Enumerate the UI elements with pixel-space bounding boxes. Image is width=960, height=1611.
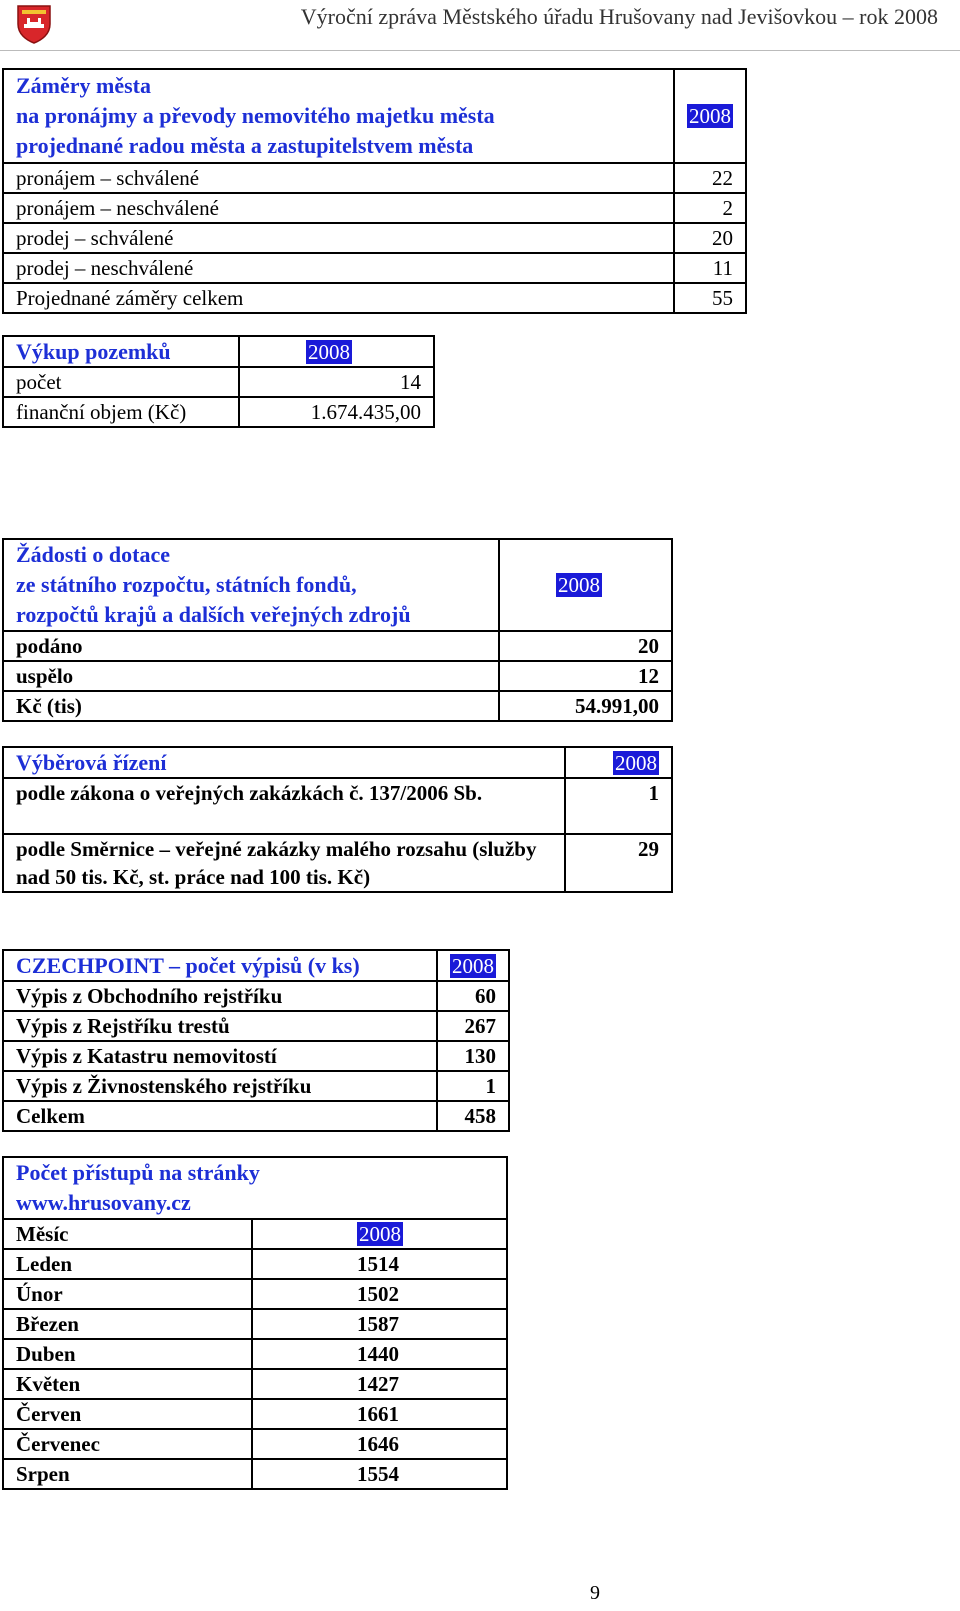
row-label: finanční objem (Kč)	[3, 397, 239, 427]
table-row	[3, 834, 672, 892]
table-row	[3, 778, 672, 834]
table-header-row	[3, 69, 746, 163]
czechpoint-table	[2, 949, 510, 1132]
header-divider	[0, 50, 960, 51]
table-header-row	[3, 747, 672, 778]
row-value: 1646	[252, 1429, 507, 1459]
title-line: projednané radou města a zastupitelstvem města	[16, 133, 474, 158]
table-row	[3, 163, 746, 193]
table-row	[3, 661, 672, 691]
year-badge: 2008	[689, 104, 731, 128]
row-label: uspělo	[3, 661, 499, 691]
table-row	[3, 1279, 507, 1309]
title-line: rozpočtů krajů a dalších veřejných zdrojů	[16, 602, 411, 627]
table-row	[3, 1041, 509, 1071]
website-visits-table	[2, 1156, 508, 1490]
year-badge: 2008	[558, 573, 600, 597]
row-value: 14	[239, 367, 434, 397]
table-title	[3, 539, 499, 631]
year-header	[565, 747, 672, 778]
row-value: 1.674.435,00	[239, 397, 434, 427]
row-label: počet	[3, 367, 239, 397]
row-label: Projednané záměry celkem	[3, 283, 674, 313]
row-label: podle zákona o veřejných zakázkách č. 137/2006 Sb.	[3, 778, 565, 834]
table-row	[3, 1429, 507, 1459]
title-line: na pronájmy a převody nemovitého majetku města	[16, 103, 495, 128]
table-title	[3, 69, 674, 163]
row-value: 1502	[252, 1279, 507, 1309]
year-header	[239, 336, 434, 367]
column-header-row	[3, 1219, 507, 1249]
row-label: Leden	[3, 1249, 252, 1279]
property-intentions-table	[2, 68, 747, 314]
row-value: 20	[674, 223, 746, 253]
row-value: 130	[437, 1041, 509, 1071]
year-header	[252, 1219, 507, 1249]
year-badge: 2008	[308, 339, 350, 364]
row-value: 2	[674, 193, 746, 223]
table-row	[3, 691, 672, 721]
table-row	[3, 193, 746, 223]
table-row	[3, 1101, 509, 1131]
tenders-table	[2, 746, 673, 893]
title-line: www.hrusovany.cz	[16, 1190, 191, 1215]
table-row	[3, 1339, 507, 1369]
row-label: Výpis z Rejstříku trestů	[3, 1011, 437, 1041]
row-label: Srpen	[3, 1459, 252, 1489]
title-line: Žádosti o dotace	[16, 542, 170, 567]
table-title: Výkup pozemků	[3, 336, 239, 367]
row-value: 60	[437, 981, 509, 1011]
table-row	[3, 253, 746, 283]
row-value: 267	[437, 1011, 509, 1041]
table-row	[3, 1369, 507, 1399]
page-header	[0, 0, 960, 48]
row-label: Květen	[3, 1369, 252, 1399]
title-line: Záměry města	[16, 73, 152, 98]
row-label: podáno	[3, 631, 499, 661]
table-row	[3, 1249, 507, 1279]
table-row	[3, 1309, 507, 1339]
table-row	[3, 223, 746, 253]
table-header-row	[3, 539, 672, 631]
row-value: 1587	[252, 1309, 507, 1339]
row-value: 20	[499, 631, 672, 661]
table-title: CZECHPOINT – počet výpisů (v ks)	[3, 950, 437, 981]
town-coat-of-arms-icon	[16, 4, 52, 44]
table-row	[3, 1459, 507, 1489]
land-purchase-table	[2, 335, 435, 428]
row-value: 1554	[252, 1459, 507, 1489]
table-row	[3, 397, 434, 427]
row-label: Duben	[3, 1339, 252, 1369]
row-label: Výpis z Katastru nemovitostí	[3, 1041, 437, 1071]
table-title: Výběrová řízení	[3, 747, 565, 778]
row-label: Únor	[3, 1279, 252, 1309]
page-number: 9	[590, 1582, 600, 1604]
row-value: 1661	[252, 1399, 507, 1429]
row-value: 1514	[252, 1249, 507, 1279]
grant-applications-table	[2, 538, 673, 722]
table-title	[3, 1157, 507, 1219]
row-value: 458	[437, 1101, 509, 1131]
row-label: podle Směrnice – veřejné zakázky malého rozsahu (služby nad 50 tis. Kč, st. práce nad 100 tis. Kč)	[3, 834, 565, 892]
table-header-row	[3, 950, 509, 981]
table-row	[3, 981, 509, 1011]
title-line: Počet přístupů na stránky	[16, 1160, 260, 1185]
row-value: 1427	[252, 1369, 507, 1399]
table-row	[3, 367, 434, 397]
table-header-row	[3, 336, 434, 367]
row-label: Celkem	[3, 1101, 437, 1131]
row-label: pronájem – neschválené	[3, 193, 674, 223]
row-value: 12	[499, 661, 672, 691]
year-badge: 2008	[359, 1222, 401, 1246]
row-value: 1440	[252, 1339, 507, 1369]
year-badge: 2008	[452, 953, 494, 978]
table-header-row	[3, 1157, 507, 1219]
row-label: pronájem – schválené	[3, 163, 674, 193]
row-label: prodej – schválené	[3, 223, 674, 253]
row-value: 29	[565, 834, 672, 892]
table-row	[3, 1071, 509, 1101]
row-label: prodej – neschválené	[3, 253, 674, 283]
row-value: 1	[437, 1071, 509, 1101]
document-title: Výroční zpráva Městského úřadu Hrušovany nad Jevišovkou – rok 2008	[300, 4, 938, 29]
row-value: 54.991,00	[499, 691, 672, 721]
row-label: Kč (tis)	[3, 691, 499, 721]
title-line: ze státního rozpočtu, státních fondů,	[16, 572, 357, 597]
row-value: 11	[674, 253, 746, 283]
row-label: Březen	[3, 1309, 252, 1339]
row-label: Výpis z Obchodního rejstříku	[3, 981, 437, 1011]
year-header	[674, 69, 746, 163]
row-value: 22	[674, 163, 746, 193]
table-row	[3, 283, 746, 313]
row-label: Červenec	[3, 1429, 252, 1459]
year-header	[437, 950, 509, 981]
table-row	[3, 631, 672, 661]
row-value: 55	[674, 283, 746, 313]
table-row	[3, 1399, 507, 1429]
row-value: 1	[565, 778, 672, 834]
row-label: Výpis z Živnostenského rejstříku	[3, 1071, 437, 1101]
table-row	[3, 1011, 509, 1041]
year-badge: 2008	[615, 750, 657, 775]
year-header	[499, 539, 672, 631]
month-header: Měsíc	[3, 1219, 252, 1249]
row-label: Červen	[3, 1399, 252, 1429]
